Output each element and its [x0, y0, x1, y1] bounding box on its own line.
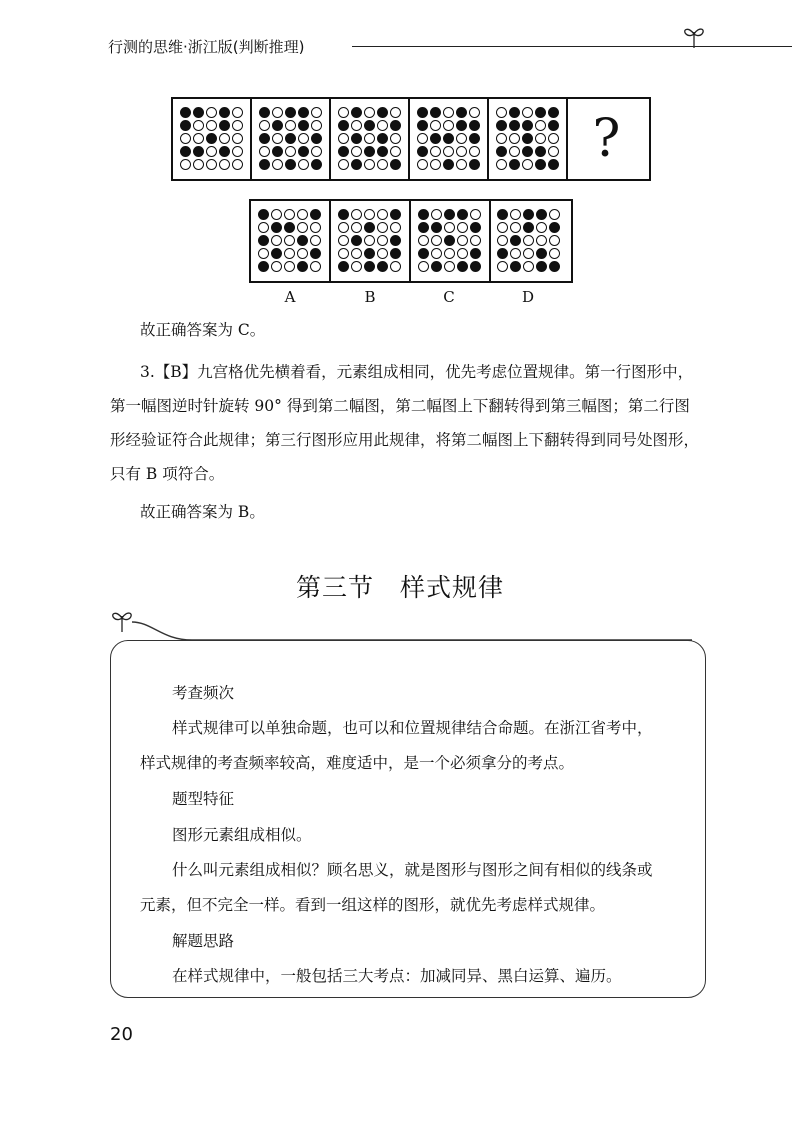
black-circle — [522, 146, 533, 157]
white-circle — [284, 248, 295, 259]
black-circle — [523, 222, 534, 233]
black-circle — [509, 107, 520, 118]
black-circle — [497, 209, 508, 220]
black-circle — [259, 159, 270, 170]
white-circle — [509, 146, 520, 157]
black-circle — [535, 159, 546, 170]
black-circle — [351, 133, 362, 144]
q3-line-1: 3.【B】九宫格优先横着看，元素组成相同，优先考虑位置规律。第一行图形中， — [140, 363, 694, 381]
white-circle — [351, 209, 362, 220]
black-circle — [548, 120, 559, 131]
white-circle — [297, 209, 308, 220]
dot-grid — [418, 209, 482, 273]
white-circle — [390, 107, 401, 118]
white-circle — [193, 120, 204, 131]
black-circle — [310, 209, 321, 220]
black-circle — [180, 120, 191, 131]
black-circle — [297, 261, 308, 272]
white-circle — [377, 248, 388, 259]
white-circle — [469, 146, 480, 157]
black-circle — [351, 107, 362, 118]
white-circle — [284, 235, 295, 246]
white-circle — [311, 146, 322, 157]
black-circle — [351, 159, 362, 170]
white-circle — [272, 159, 283, 170]
white-circle — [298, 159, 309, 170]
white-circle — [193, 133, 204, 144]
white-circle — [443, 120, 454, 131]
black-circle — [536, 261, 547, 272]
white-circle — [351, 146, 362, 157]
black-circle — [509, 120, 520, 131]
black-circle — [444, 209, 455, 220]
white-circle — [470, 235, 481, 246]
white-circle — [311, 107, 322, 118]
white-circle — [232, 107, 243, 118]
black-circle — [523, 209, 534, 220]
black-circle — [470, 222, 481, 233]
black-circle — [390, 159, 401, 170]
white-circle — [417, 159, 428, 170]
question-mark: ? — [592, 109, 621, 169]
black-circle — [430, 133, 441, 144]
white-circle — [272, 107, 283, 118]
black-circle — [549, 222, 560, 233]
white-circle — [311, 120, 322, 131]
white-circle — [285, 146, 296, 157]
white-circle — [272, 133, 283, 144]
dot-grid — [180, 107, 244, 171]
white-circle — [456, 133, 467, 144]
white-circle — [522, 107, 533, 118]
black-circle — [364, 248, 375, 259]
black-circle — [522, 120, 533, 131]
white-circle — [377, 235, 388, 246]
white-circle — [377, 120, 388, 131]
black-circle — [444, 235, 455, 246]
white-circle — [535, 120, 546, 131]
black-circle — [430, 107, 441, 118]
white-circle — [338, 107, 349, 118]
black-circle — [536, 209, 547, 220]
white-circle — [193, 159, 204, 170]
dot-grid — [417, 107, 481, 171]
black-circle — [271, 222, 282, 233]
white-circle — [310, 222, 321, 233]
white-circle — [469, 107, 480, 118]
section-title: 第三节 样式规律 — [295, 573, 504, 602]
black-circle — [180, 107, 191, 118]
white-circle — [377, 222, 388, 233]
question-figure-2 — [252, 99, 331, 179]
black-circle — [431, 222, 442, 233]
white-circle — [364, 159, 375, 170]
white-circle — [523, 261, 534, 272]
white-circle — [431, 248, 442, 259]
black-circle — [338, 146, 349, 157]
white-circle — [549, 209, 560, 220]
white-circle — [259, 120, 270, 131]
white-circle — [297, 222, 308, 233]
white-circle — [338, 159, 349, 170]
white-circle — [430, 159, 441, 170]
black-circle — [390, 248, 401, 259]
black-circle — [258, 261, 269, 272]
black-circle — [496, 120, 507, 131]
black-circle — [206, 133, 217, 144]
white-circle — [390, 146, 401, 157]
box-text: 在样式规律中，一般包括三大考点：加减同异、黑白运算、遍历。 — [172, 967, 622, 985]
option-figure-row — [249, 199, 573, 283]
question-figure-1 — [173, 99, 252, 179]
white-circle — [443, 146, 454, 157]
question-figure-3 — [331, 99, 410, 179]
option-figure-b — [331, 201, 411, 281]
black-circle — [298, 120, 309, 131]
black-circle — [469, 120, 480, 131]
black-circle — [311, 159, 322, 170]
white-circle — [298, 133, 309, 144]
black-circle — [338, 261, 349, 272]
white-circle — [457, 222, 468, 233]
white-circle — [232, 120, 243, 131]
black-circle — [364, 261, 375, 272]
white-circle — [364, 235, 375, 246]
black-circle — [193, 146, 204, 157]
option-label-d: D — [521, 288, 535, 306]
dot-grid — [497, 209, 561, 273]
black-circle — [456, 107, 467, 118]
black-circle — [470, 248, 481, 259]
black-circle — [549, 261, 560, 272]
black-circle — [510, 235, 521, 246]
white-circle — [310, 261, 321, 272]
black-circle — [456, 120, 467, 131]
white-circle — [417, 133, 428, 144]
q3-line-3: 形经验证符合此规律；第三行图形应用此规律，将第二幅图上下翻转得到同号处图形， — [110, 431, 700, 449]
option-label-b: B — [364, 288, 376, 306]
white-circle — [497, 261, 508, 272]
q3-line-4: 只有 B 项符合。 — [110, 465, 225, 483]
black-circle — [272, 146, 283, 157]
black-circle — [535, 146, 546, 157]
white-circle — [232, 159, 243, 170]
white-circle — [364, 133, 375, 144]
white-circle — [390, 261, 401, 272]
white-circle — [510, 222, 521, 233]
answer-line-2: 故正确答案为 B。 — [140, 503, 265, 521]
option-label-c: C — [443, 288, 455, 306]
white-circle — [219, 133, 230, 144]
answer-line-1: 故正确答案为 C。 — [140, 321, 266, 339]
black-circle — [443, 159, 454, 170]
white-circle — [496, 133, 507, 144]
black-circle — [219, 146, 230, 157]
white-circle — [536, 222, 547, 233]
black-circle — [364, 146, 375, 157]
white-circle — [496, 107, 507, 118]
white-circle — [390, 133, 401, 144]
white-circle — [297, 248, 308, 259]
white-circle — [284, 261, 295, 272]
white-circle — [338, 235, 349, 246]
white-circle — [364, 209, 375, 220]
white-circle — [456, 146, 467, 157]
black-circle — [258, 209, 269, 220]
white-circle — [548, 146, 559, 157]
white-circle — [206, 146, 217, 157]
question-figure-row — [171, 97, 651, 181]
black-circle — [180, 146, 191, 157]
black-circle — [431, 261, 442, 272]
box-text: 样式规律可以单独命题，也可以和位置规律结合命题。在浙江省考中， — [172, 719, 653, 737]
black-circle — [509, 159, 520, 170]
black-circle — [298, 107, 309, 118]
black-circle — [284, 222, 295, 233]
black-circle — [219, 120, 230, 131]
question-figure-4 — [410, 99, 489, 179]
black-circle — [548, 107, 559, 118]
box-text: 元素，但不完全一样。看到一组这样的图形，就优先考虑样式规律。 — [140, 896, 606, 914]
white-circle — [510, 209, 521, 220]
white-circle — [510, 248, 521, 259]
white-circle — [457, 248, 468, 259]
black-circle — [536, 248, 547, 259]
black-circle — [390, 235, 401, 246]
box-text: 什么叫元素组成相似？顾名思义，就是图形与图形之间有相似的线条或 — [172, 861, 653, 879]
black-circle — [311, 133, 322, 144]
page-number: 20 — [110, 1024, 133, 1045]
black-circle — [457, 209, 468, 220]
white-circle — [497, 235, 508, 246]
black-circle — [298, 146, 309, 157]
header-rule — [352, 46, 792, 47]
box-heading-approach: 解题思路 — [172, 932, 235, 950]
black-circle — [364, 120, 375, 131]
white-circle — [219, 159, 230, 170]
black-circle — [470, 261, 481, 272]
white-circle — [430, 146, 441, 157]
white-circle — [232, 146, 243, 157]
black-circle — [351, 235, 362, 246]
black-circle — [535, 107, 546, 118]
white-circle — [258, 222, 269, 233]
white-circle — [364, 107, 375, 118]
running-header — [108, 26, 708, 56]
white-circle — [536, 235, 547, 246]
white-circle — [351, 222, 362, 233]
box-text: 图形元素组成相似。 — [172, 826, 312, 844]
box-top-curve — [132, 618, 692, 642]
white-circle — [206, 107, 217, 118]
white-circle — [271, 261, 282, 272]
white-circle — [271, 235, 282, 246]
black-circle — [377, 133, 388, 144]
dot-grid — [338, 209, 402, 273]
black-circle — [258, 235, 269, 246]
white-circle — [310, 235, 321, 246]
white-circle — [351, 248, 362, 259]
dot-grid — [258, 209, 322, 273]
white-circle — [284, 209, 295, 220]
white-circle — [444, 248, 455, 259]
white-circle — [430, 120, 441, 131]
white-circle — [496, 159, 507, 170]
white-circle — [444, 261, 455, 272]
white-circle — [258, 248, 269, 259]
white-circle — [338, 248, 349, 259]
black-circle — [272, 120, 283, 131]
white-circle — [180, 133, 191, 144]
black-circle — [259, 133, 270, 144]
black-circle — [390, 209, 401, 220]
black-circle — [417, 146, 428, 157]
header-title: 行测的思维·浙江版(判断推理) — [108, 38, 305, 56]
black-circle — [310, 248, 321, 259]
white-circle — [390, 222, 401, 233]
white-circle — [351, 120, 362, 131]
white-circle — [338, 133, 349, 144]
black-circle — [377, 107, 388, 118]
white-circle — [377, 209, 388, 220]
sprout-icon — [680, 22, 710, 52]
white-circle — [457, 235, 468, 246]
dot-grid — [496, 107, 560, 171]
box-heading-features: 题型特征 — [172, 790, 235, 808]
white-circle — [232, 133, 243, 144]
black-circle — [417, 107, 428, 118]
black-circle — [285, 107, 296, 118]
white-circle — [285, 120, 296, 131]
black-circle — [548, 159, 559, 170]
black-circle — [469, 159, 480, 170]
black-circle — [418, 222, 429, 233]
black-circle — [338, 120, 349, 131]
black-circle — [219, 107, 230, 118]
black-circle — [364, 222, 375, 233]
white-circle — [443, 107, 454, 118]
option-figure-c — [411, 201, 491, 281]
black-circle — [510, 261, 521, 272]
white-circle — [470, 209, 481, 220]
white-circle — [456, 159, 467, 170]
white-circle — [549, 248, 560, 259]
white-circle — [259, 146, 270, 157]
white-circle — [522, 159, 533, 170]
white-circle — [377, 159, 388, 170]
box-heading-frequency: 考查频次 — [172, 684, 235, 702]
white-circle — [431, 235, 442, 246]
black-circle — [193, 107, 204, 118]
dot-grid — [259, 107, 323, 171]
black-circle — [271, 248, 282, 259]
black-circle — [418, 209, 429, 220]
white-circle — [535, 133, 546, 144]
question-mark-cell — [568, 99, 645, 179]
white-circle — [548, 133, 559, 144]
white-circle — [206, 159, 217, 170]
box-text: 样式规律的考查频率较高，难度适中，是一个必须拿分的考点。 — [140, 754, 575, 772]
white-circle — [444, 222, 455, 233]
white-circle — [338, 222, 349, 233]
white-circle — [549, 235, 560, 246]
black-circle — [443, 133, 454, 144]
black-circle — [418, 248, 429, 259]
white-circle — [351, 261, 362, 272]
white-circle — [271, 209, 282, 220]
option-figure-d — [491, 201, 567, 281]
white-circle — [180, 159, 191, 170]
white-circle — [497, 222, 508, 233]
q3-line-2: 第一幅图逆时针旋转 90° 得到第二幅图，第二幅图上下翻转得到第三幅图；第二行图 — [110, 397, 690, 415]
white-circle — [523, 235, 534, 246]
black-circle — [377, 146, 388, 157]
black-circle — [497, 248, 508, 259]
black-circle — [297, 235, 308, 246]
black-circle — [522, 133, 533, 144]
black-circle — [285, 159, 296, 170]
black-circle — [338, 209, 349, 220]
white-circle — [206, 120, 217, 131]
white-circle — [418, 235, 429, 246]
black-circle — [390, 120, 401, 131]
black-circle — [496, 146, 507, 157]
white-circle — [431, 209, 442, 220]
option-label-a: A — [284, 288, 296, 306]
dot-grid — [338, 107, 402, 171]
black-circle — [377, 261, 388, 272]
option-figure-a — [251, 201, 331, 281]
black-circle — [285, 133, 296, 144]
white-circle — [523, 248, 534, 259]
question-figure-5 — [489, 99, 568, 179]
white-circle — [509, 133, 520, 144]
black-circle — [417, 120, 428, 131]
black-circle — [457, 261, 468, 272]
black-circle — [469, 133, 480, 144]
white-circle — [418, 261, 429, 272]
black-circle — [259, 107, 270, 118]
